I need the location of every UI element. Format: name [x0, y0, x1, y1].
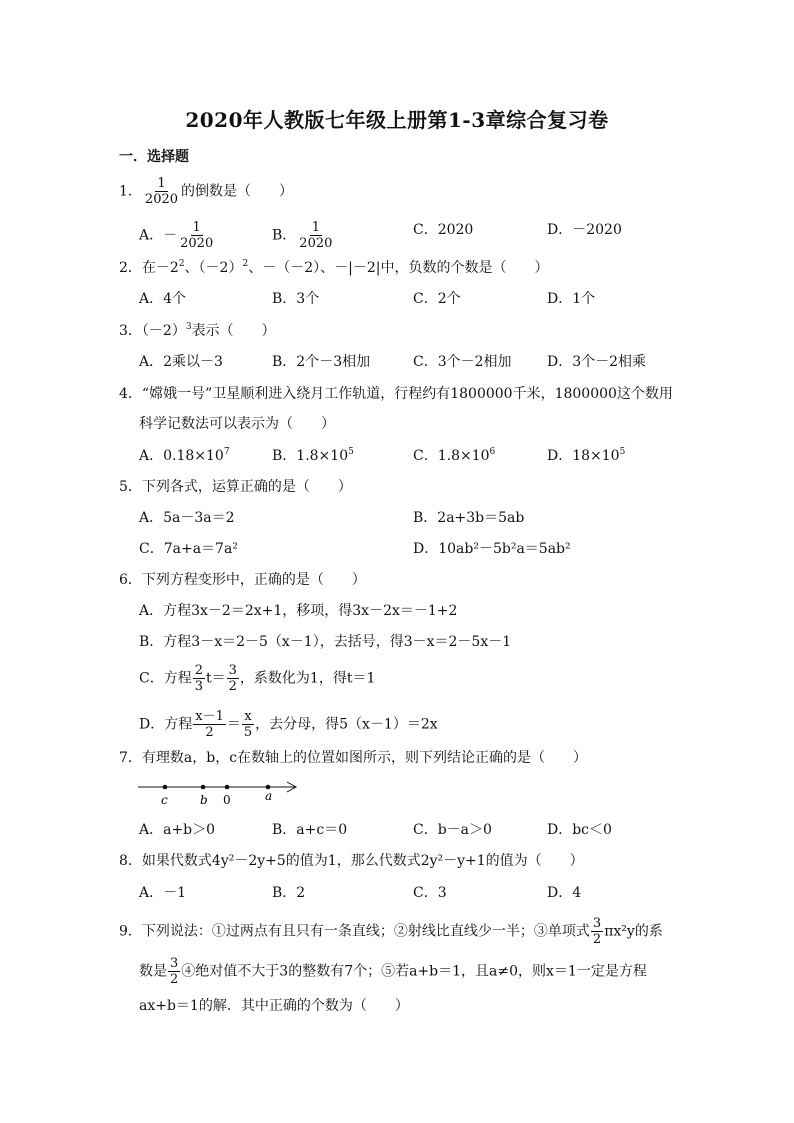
exponent: 5: [619, 447, 626, 457]
option-d: D．10ab²－5b²a＝5ab²: [413, 541, 571, 557]
numerator: 3: [170, 956, 179, 971]
denominator: 5: [243, 725, 253, 740]
fraction: [242, 709, 254, 740]
label-b: b: [200, 793, 208, 807]
option-c: C．2个: [413, 291, 461, 307]
option-a: A．4个: [139, 291, 187, 307]
fraction: [178, 220, 215, 251]
option-c: C．3个－2相加: [413, 354, 512, 370]
denominator: 2: [592, 932, 602, 947]
option-b: B．2: [272, 885, 306, 901]
denominator: 2020: [180, 236, 214, 251]
option-c: C．2020: [413, 222, 474, 238]
denominator: 2: [205, 725, 214, 740]
denominator: 3: [194, 679, 203, 694]
label-a: a: [265, 789, 273, 803]
question-number: 1．: [119, 183, 142, 200]
fraction: [168, 956, 180, 987]
page-title: 2020年人教版七年级上册第1-3章综合复习卷: [185, 108, 609, 132]
option-a: A．a+b＞0: [139, 822, 216, 838]
statement-marker: ①: [211, 923, 226, 940]
label-zero: 0: [223, 793, 231, 807]
question-9-line-3: ax+b＝1的解．其中正确的个数为（ ）: [139, 998, 409, 1014]
question-4-line-1: 4．“嫦娥一号”卫星顺利进入绕月工作轨道，行程约有1800000千米，1800000这个数用: [119, 386, 673, 402]
question-5: 5．下列各式，运算正确的是（ ）: [119, 479, 352, 495]
option-text: ＝: [226, 716, 241, 733]
option-b: B．3个: [272, 291, 320, 307]
option-text: t＝: [206, 670, 226, 687]
denominator: 2: [228, 679, 237, 694]
fraction: [143, 176, 180, 207]
option-a: [139, 446, 230, 466]
option-c: [139, 663, 375, 694]
statement-text: 数是: [139, 963, 167, 980]
option-c: C．7a+a＝7a²: [139, 541, 238, 557]
question-stem: 的倒数是（ ）: [181, 183, 294, 200]
option-d: D．1个: [547, 291, 596, 307]
option-b: [272, 220, 335, 251]
option-text: ，去分母，得5（x－1）＝2x: [255, 716, 438, 733]
option-text: ，系数化为1，得t＝1: [239, 670, 376, 687]
option-a: A．5a－3a＝2: [139, 510, 235, 526]
option-c: C．b－a＞0: [413, 822, 492, 838]
denominator: 2020: [144, 192, 179, 207]
numerator: 1: [311, 220, 320, 235]
stem-part: 、－（－2）、－|－2|中，负数的个数是（ ）: [248, 260, 549, 276]
question-9-line-2: [139, 956, 647, 987]
exponent: 2: [242, 259, 249, 269]
denominator: 2: [170, 972, 179, 987]
exponent: 6: [489, 447, 496, 457]
option-d: D．4: [547, 885, 582, 901]
stem-part: 3．（－2）: [119, 323, 186, 339]
question-3: [119, 321, 276, 341]
option-d: D．－2020: [547, 222, 622, 238]
question-9-line-1: [119, 916, 663, 947]
option-a: A．2乘以－3: [139, 354, 223, 370]
option-a: A．－1: [139, 885, 187, 901]
point-b: [201, 785, 206, 790]
stem-part: 2．在－2: [119, 260, 179, 276]
option-d: [139, 709, 438, 740]
option-b: B．方程3－x＝2－5（x－1），去括号，得3－x＝2－5x－1: [139, 634, 512, 650]
option-d: [547, 446, 625, 466]
numerator: 3: [228, 663, 237, 678]
point-c: [163, 785, 168, 790]
statement-text: 过两点有且只有一条直线；: [225, 923, 394, 940]
numerator: 1: [192, 220, 201, 235]
stem-part: 9．下列说法：: [119, 923, 212, 940]
numerator: x: [244, 709, 252, 724]
fraction: [193, 709, 226, 740]
fraction: [591, 916, 603, 947]
option-text: B．1.8×10: [272, 448, 349, 464]
question-7: 7．有理数a，b，c在数轴上的位置如图所示，则下列结论正确的是（ ）: [119, 750, 588, 766]
option-text: D．方程: [139, 716, 193, 733]
statement-text: πx²y的系: [604, 923, 663, 940]
exponent: 3: [185, 322, 192, 332]
option-b: [272, 446, 354, 466]
option-text: A．0.18×10: [139, 448, 224, 464]
question-1: [119, 176, 293, 207]
denominator: 2020: [299, 236, 333, 251]
option-d: D．3个－2相乘: [547, 354, 647, 370]
numerator: 3: [592, 916, 602, 931]
label-c: c: [161, 793, 168, 807]
stem-part: 表示（ ）: [191, 323, 276, 339]
statement-text: 射线比直线少一半；: [407, 923, 534, 940]
question-2: [119, 258, 548, 278]
option-text: C．1.8×10: [413, 448, 490, 464]
option-b: B．2个－3相加: [272, 354, 371, 370]
exponent: 2: [178, 259, 185, 269]
point-zero: [225, 785, 230, 790]
numerator: x－1: [195, 709, 224, 724]
option-label: A．－: [139, 227, 178, 244]
statement-marker: ④: [181, 963, 196, 980]
question-4-line-2: 科学记数法可以表示为（ ）: [139, 416, 335, 432]
option-text: D．18×10: [547, 448, 620, 464]
fraction: [227, 663, 239, 694]
option-b: B．a+c＝0: [272, 822, 348, 838]
numerator: 2: [194, 663, 203, 678]
option-a: A．方程3x－2＝2x+1，移项，得3x－2x＝－1+2: [139, 603, 458, 619]
statement-text: 单项式: [547, 923, 590, 940]
question-8: 8．如果代数式4y²－2y+5的值为1，那么代数式2y²－y+1的值为（ ）: [119, 853, 584, 869]
statement-marker: ⑤: [381, 963, 396, 980]
option-c: [413, 446, 495, 466]
option-a: [139, 220, 216, 251]
statement-text: 绝对值不大于3的整数有7个；: [195, 963, 382, 980]
exponent: 5: [348, 447, 354, 457]
fraction: [297, 220, 334, 251]
fraction: [193, 663, 205, 694]
option-c: C．3: [413, 885, 447, 901]
section-heading: 一．选择题: [119, 149, 189, 165]
option-text: C．方程: [139, 670, 192, 687]
numerator: 1: [157, 176, 166, 191]
stem-part: 、（－2）: [184, 260, 243, 276]
statement-marker: ②: [393, 923, 408, 940]
option-label: B．: [272, 227, 297, 244]
number-line-figure: [135, 776, 305, 810]
statement-marker: ③: [533, 923, 548, 940]
option-d: D．bc＜0: [547, 822, 612, 838]
question-6: 6．下列方程变形中，正确的是（ ）: [119, 572, 366, 588]
option-b: B．2a+3b＝5ab: [413, 510, 525, 526]
statement-text: 若a+b＝1，且a≠0，则x＝1一定是方程: [395, 963, 647, 980]
exponent: 7: [223, 447, 230, 457]
